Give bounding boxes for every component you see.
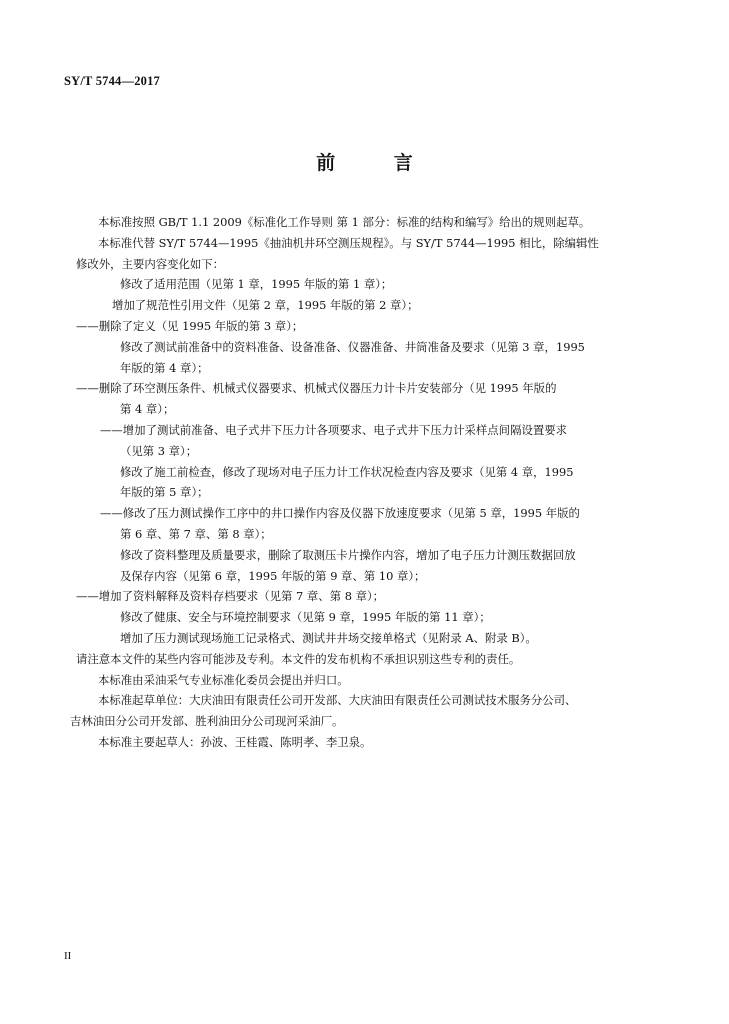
paragraph-line: 请注意本文件的某些内容可能涉及专利。本文件的发布机构不承担识别这些专利的责任。 [76, 651, 521, 666]
standard-code: SY/T 5744—2017 [64, 74, 160, 88]
foreword-body [70, 212, 666, 753]
list-item-continuation: 及保存内容（见第 6 章，1995 年版的第 9 章、第 10 章）； [120, 568, 426, 583]
list-item: 修改了资料整理及质量要求，删除了取测压卡片操作内容，增加了电子压力计测压数据回放 [120, 547, 576, 562]
list-item: 增加了规范性引用文件（见第 2 章，1995 年版的第 2 章）； [112, 298, 419, 313]
paragraph-line: 吉林油田分公司开发部、胜利油田分公司现河采油厂。 [70, 714, 344, 729]
list-item: ——修改了压力测试操作工序中的井口操作内容及仪器下放速度要求（见第 5 章，1995 年版的 [100, 506, 580, 521]
list-item-continuation: 年版的第 5 章）； [120, 485, 209, 500]
list-item: 修改了健康、安全与环境控制要求（见第 9 章，1995 年版的第 11 章）； [120, 610, 491, 625]
paragraph-line: 本标准代替 SY/T 5744—1995《抽油机井环空测压规程》。与 SY/T 5744—1995 相比，除编辑性 [98, 235, 599, 250]
list-item: ——增加了资料解释及资料存档要求（见第 7 章、第 8 章）； [76, 589, 385, 604]
list-item-continuation: 第 4 章）； [120, 402, 175, 417]
paragraph-line: 本标准起草单位：大庆油田有限责任公司开发部、大庆油田有限责任公司测试技术服务分公司、 [98, 693, 577, 708]
list-item: ——删除了定义（见 1995 年版的第 3 章）； [76, 318, 304, 333]
list-item: 修改了施工前检查，修改了现场对电子压力计工作状况检查内容及要求（见第 4 章，1995 [120, 464, 574, 479]
paragraph-line: 修改外，主要内容变化如下： [76, 256, 225, 271]
paragraph-line: 本标准由采油采气专业标准化委员会提出并归口。 [98, 672, 349, 687]
list-item: ——删除了环空测压条件、机械式仪器要求、机械式仪器压力计卡片安装部分（见 1995 年版的 [76, 381, 557, 396]
page-number: II [64, 950, 72, 962]
list-item-continuation: （见第 3 章）； [120, 443, 198, 458]
list-item-continuation: 第 6 章、第 7 章、第 8 章）； [120, 526, 272, 541]
list-item: 修改了测试前准备中的资料准备、设备准备、仪器准备、井筒准备及要求（见第 3 章，1995 [120, 339, 585, 354]
page-title: 前 言 [316, 152, 439, 174]
list-item: 增加了压力测试现场施工记录格式、测试井井场交接单格式（见附录 A、附录 B）。 [120, 630, 537, 645]
list-item-continuation: 年版的第 4 章）； [120, 360, 209, 375]
paragraph-line: 本标准主要起草人：孙波、王桂霞、陈明孝、李卫泉。 [98, 734, 372, 749]
paragraph-line: 本标准按照 GB/T 1.1 2009《标准化工作导则 第 1 部分：标准的结构和编写》给出的规则起草。 [98, 215, 591, 229]
list-item: 修改了适用范围（见第 1 章，1995 年版的第 1 章）； [120, 277, 393, 292]
list-item: ——增加了测试前准备、电子式井下压力计各项要求、电子式井下压力计采样点间隔设置要求 [100, 422, 568, 437]
